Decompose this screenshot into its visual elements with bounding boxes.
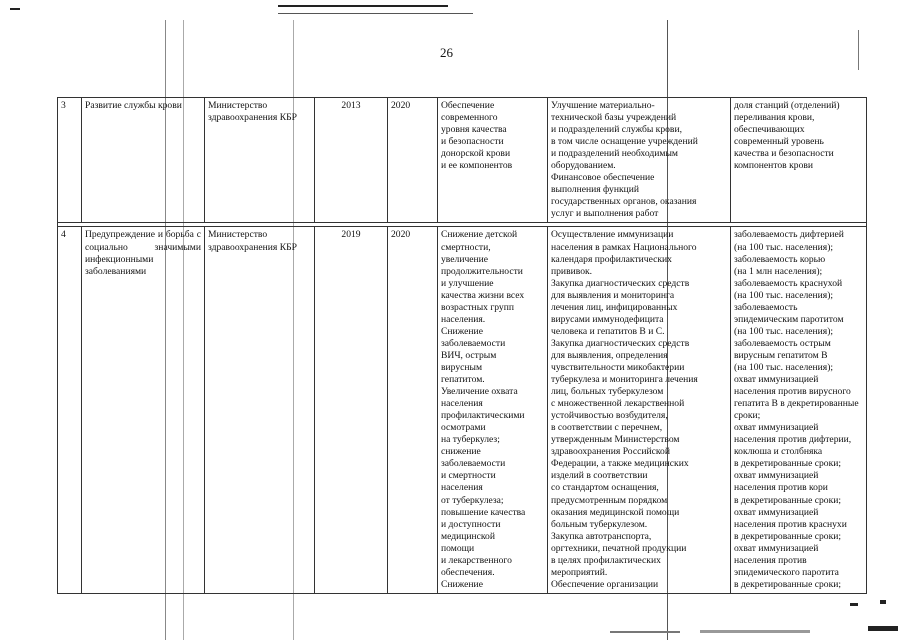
goal-line: современного [441, 112, 498, 124]
tasks-line: чувствительности микобактерии [551, 361, 685, 373]
tasks-line: для выявления и мониторинга [551, 289, 675, 301]
goal-cell [438, 227, 548, 593]
tasks-line: в целях профилактических [551, 554, 661, 566]
executor: Министерство здравоохранения КБР [205, 227, 315, 593]
tasks-line: мероприятий. [551, 566, 608, 578]
tasks-line: оказания медицинской помощи [551, 506, 680, 518]
goal-line: снижение [441, 446, 481, 458]
scan-mark-top-rule [278, 13, 473, 14]
goal-line: повышение качества [441, 506, 526, 518]
indicators-line: доля станций (отделений) [734, 100, 840, 111]
scan-mark-top-left [10, 8, 20, 10]
indicators-line: заболеваемость дифтерией [734, 229, 844, 241]
tasks-line: Улучшение материально- [551, 100, 655, 111]
goal-line: Снижение [441, 578, 483, 590]
tasks-line: изделий в соответствии [551, 470, 648, 482]
indicators-line: (на 1 млн населения); [734, 265, 823, 277]
goal-line: и улучшение [441, 277, 494, 289]
indicators-line: сроки; [734, 410, 761, 422]
tasks-line: предусмотренным порядком [551, 494, 668, 506]
indicators-line: (на 100 тыс. населения); [734, 325, 834, 337]
goal-cell [438, 98, 548, 223]
goal-line: вирусным [441, 361, 483, 373]
goal-line: на туберкулез; [441, 434, 500, 446]
executor: Министерство здравоохранения КБР [205, 98, 315, 223]
tasks-line: устойчивостью возбудителя, [551, 410, 668, 422]
tasks-line: Закупка диагностических средств [551, 277, 690, 289]
tasks-line: технической базы учреждений [551, 112, 677, 124]
start-year: 2019 [315, 227, 388, 593]
goal-line: смертности, [441, 241, 491, 253]
scan-mark-bottom-3 [868, 626, 898, 631]
goal-line: заболеваемости [441, 337, 506, 349]
indicators-line: коклюша и столбняка [734, 446, 823, 458]
goal-line: Снижение детской [441, 229, 518, 241]
tasks-line: Закупка автотранспорта, [551, 530, 652, 542]
tasks-line: Федерации, а также медицинских [551, 458, 689, 470]
indicators-line: в декретированные сроки; [734, 530, 842, 542]
tasks-line: прививок. [551, 265, 593, 277]
tasks-line: утвержденным Министерством [551, 434, 680, 446]
indicators-line: охват иммунизацией [734, 422, 819, 434]
indicators-line: гепатита В в декретированные [734, 398, 859, 410]
page-number: 26 [440, 45, 453, 60]
tasks-cell [548, 227, 731, 593]
tasks-line: Обеспечение организации [551, 578, 659, 590]
scan-line-5 [858, 30, 859, 70]
indicators-line: охват иммунизацией [734, 374, 819, 386]
tasks-cell [548, 98, 731, 223]
indicators-line: охват иммунизацией [734, 506, 819, 518]
end-year: 2020 [388, 227, 438, 593]
table-row [58, 227, 867, 593]
goal-line: Обеспечение [441, 100, 495, 111]
indicators-line: (на 100 тыс. населения); [734, 241, 834, 253]
goal-line: помощи [441, 542, 475, 554]
goal-line: гепатитом. [441, 374, 485, 386]
goal-line: и ее компонентов [441, 160, 513, 172]
table-row [58, 98, 867, 223]
tasks-line: государственных органов, оказания [551, 196, 697, 208]
indicators-line: качества и безопасности [734, 148, 834, 160]
goal-line: населения. [441, 313, 486, 325]
goal-line: и смертности [441, 470, 496, 482]
goal-line: возрастных групп [441, 301, 515, 313]
indicators-line: в декретированные сроки; [734, 578, 842, 590]
indicators-line: заболеваемость краснухой [734, 277, 843, 289]
goal-line: ВИЧ, острым [441, 349, 497, 361]
tasks-line: и подразделений необходимым [551, 148, 678, 160]
tasks-line: Осуществление иммунизации [551, 229, 674, 241]
indicators-line: охват иммунизацией [734, 542, 819, 554]
indicators-line: заболеваемость корью [734, 253, 826, 265]
goal-line: населения [441, 398, 483, 410]
tasks-line: выполнения функций [551, 184, 640, 196]
goal-line: от туберкулеза; [441, 494, 504, 506]
goal-line: качества жизни всех [441, 289, 525, 301]
row-number: 3 [58, 98, 82, 223]
indicators-cell [731, 98, 867, 223]
indicators-line: эпидемическим паротитом [734, 313, 844, 325]
scan-mark-bottom-4 [850, 603, 858, 606]
indicators-line: в декретированные сроки; [734, 458, 842, 470]
program-table [57, 97, 867, 594]
indicators-line: населения против кори [734, 482, 828, 494]
activity-name: Развитие службы крови [82, 98, 205, 223]
tasks-line: больным туберкулезом. [551, 518, 648, 530]
indicators-line: переливания крови, [734, 112, 815, 124]
goal-line: продолжительности [441, 265, 523, 277]
goal-line: и лекарственного [441, 554, 512, 566]
goal-line: и безопасности [441, 136, 504, 148]
tasks-line: здравоохранения Российской [551, 446, 670, 458]
tasks-line: в том числе оснащение учреждений [551, 136, 698, 148]
tasks-line: населения в рамках Национального [551, 241, 697, 253]
tasks-line: оргтехники, печатной продукции [551, 542, 687, 554]
indicators-line: населения против вирусного [734, 386, 851, 398]
tasks-line: и подразделений службы крови, [551, 124, 682, 136]
indicators-line: (на 100 тыс. населения); [734, 361, 834, 373]
start-year: 2013 [315, 98, 388, 223]
tasks-line: с множественной лекарственной [551, 398, 685, 410]
indicators-line: населения против дифтерии, [734, 434, 852, 446]
goal-line: осмотрами [441, 422, 486, 434]
indicators-line: населения против [734, 554, 807, 566]
indicators-cell [731, 227, 867, 593]
indicators-line: обеспечивающих [734, 124, 805, 136]
tasks-line: туберкулеза и мониторинга лечения [551, 374, 698, 386]
tasks-line: Закупка диагностических средств [551, 337, 690, 349]
scan-mark-bottom-1 [610, 631, 680, 633]
indicators-line: охват иммунизацией [734, 470, 819, 482]
indicators-line: эпидемического паротита [734, 566, 839, 578]
tasks-line: человека и гепатитов В и С. [551, 325, 665, 337]
goal-line: Снижение [441, 325, 483, 337]
indicators-line: вирусным гепатитом В [734, 349, 828, 361]
tasks-line: в соответствии с перечнем, [551, 422, 663, 434]
goal-line: медицинской [441, 530, 495, 542]
goal-line: заболеваемости [441, 458, 506, 470]
tasks-line: для выявления, определения [551, 349, 668, 361]
tasks-line: лиц, больных туберкулезом [551, 386, 664, 398]
scan-mark-bottom-2 [700, 630, 810, 633]
tasks-line: Финансовое обеспечение [551, 172, 655, 184]
goal-line: населения [441, 482, 483, 494]
indicators-line: населения против краснухи [734, 518, 847, 530]
tasks-line: вирусами иммунодефицита [551, 313, 664, 325]
goal-line: донорской крови [441, 148, 511, 160]
goal-line: и доступности [441, 518, 501, 530]
indicators-line: заболеваемость [734, 301, 798, 313]
goal-line: обеспечения. [441, 566, 495, 578]
indicators-line: в декретированные сроки; [734, 494, 842, 506]
indicators-line: современный уровень [734, 136, 824, 148]
end-year: 2020 [388, 98, 438, 223]
goal-line: увеличение [441, 253, 489, 265]
tasks-line: календаря профилактических [551, 253, 672, 265]
goal-line: профилактическими [441, 410, 525, 422]
row-number: 4 [58, 227, 82, 593]
activity-name: Предупреждение и борьба с социально значимыми инфекционными заболеваниями [82, 227, 205, 593]
indicators-line: (на 100 тыс. населения); [734, 289, 834, 301]
tasks-line: оборудованием. [551, 160, 616, 172]
tasks-line: со стандартом оснащения, [551, 482, 659, 494]
tasks-line: лечения лиц, инфицированных [551, 301, 678, 313]
goal-line: уровня качества [441, 124, 507, 136]
indicators-line: заболеваемость острым [734, 337, 831, 349]
tasks-line: услуг и выполнения работ [551, 208, 659, 220]
indicators-line: компонентов крови [734, 160, 814, 172]
goal-line: Увеличение охвата [441, 386, 518, 398]
scan-mark-top-bar [278, 5, 448, 7]
scan-mark-bottom-5 [880, 600, 886, 604]
